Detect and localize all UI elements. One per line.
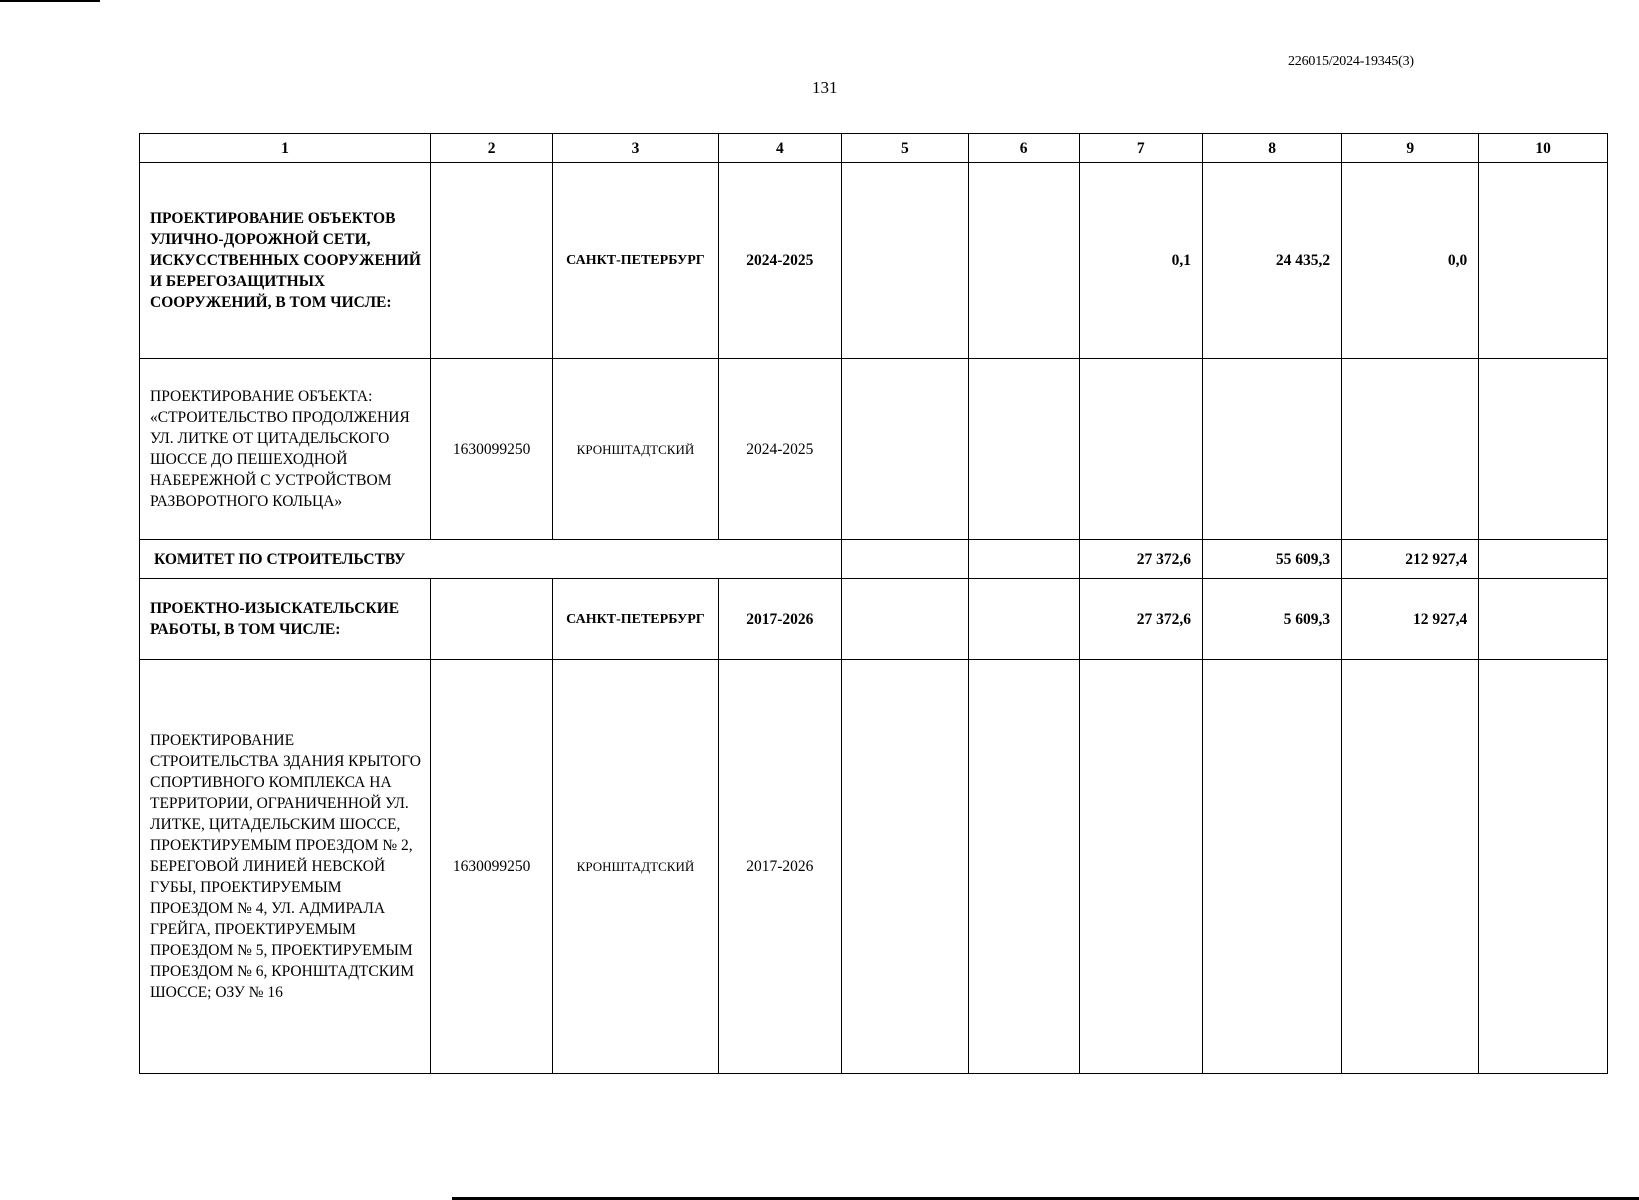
row-col5 (842, 163, 969, 359)
table-row-committee (140, 540, 1608, 579)
row-col6 (968, 660, 1079, 1074)
document-number: 226015/2024-19345(3) (1288, 54, 1414, 69)
row-period: 2017-2026 (718, 579, 841, 660)
column-header: 2 (430, 134, 552, 163)
row-col10 (1479, 540, 1608, 579)
column-header: 1 (140, 134, 431, 163)
row-name: ПРОЕКТИРОВАНИЕ ОБЪЕКТА: «СТРОИТЕЛЬСТВО ПРОДОЛЖЕНИЯ УЛ. ЛИТКЕ ОТ ЦИТАДЕЛЬСКОГО ШОССЕ ДО ПЕШЕХОДНОЙ НАБЕРЕЖНОЙ С УСТРОЙСТВОМ РАЗВОРОТНОГО КОЛЬЦА» (140, 359, 431, 540)
row-region: КРОНШТАДТСКИЙ (553, 660, 718, 1074)
row-col7 (1079, 359, 1202, 540)
column-header: 10 (1479, 134, 1608, 163)
row-name: ПРОЕКТИРОВАНИЕ СТРОИТЕЛЬСТВА ЗДАНИЯ КРЫТОГО СПОРТИВНОГО КОМПЛЕКСА НА ТЕРРИТОРИИ, ОГРАНИЧЕННОЙ УЛ. ЛИТКЕ, ЦИТАДЕЛЬСКИМ ШОССЕ, ПРОЕКТИРУЕМЫМ ПРОЕЗДОМ № 2, БЕРЕГОВОЙ ЛИНИЕЙ НЕВСКОЙ ГУБЫ, ПРОЕКТИРУЕМЫМ ПРОЕЗДОМ № 4, УЛ. АДМИРАЛА ГРЕЙГА, ПРОЕКТИРУЕМЫМ ПРОЕЗДОМ № 5, ПРОЕКТИРУЕМЫМ ПРОЕЗДОМ № 6, КРОНШТАДТСКИМ ШОССЕ; ОЗУ № 16 (140, 660, 431, 1074)
row-col6 (968, 579, 1079, 660)
row-col10 (1479, 163, 1608, 359)
column-header: 3 (553, 134, 718, 163)
row-region: САНКТ-ПЕТЕРБУРГ (553, 163, 718, 359)
row-col8: 24 435,2 (1203, 163, 1342, 359)
row-col5 (842, 579, 969, 660)
row-name: ПРОЕКТИРОВАНИЕ ОБЪЕКТОВ УЛИЧНО-ДОРОЖНОЙ СЕТИ, ИСКУССТВЕННЫХ СООРУЖЕНИЙ И БЕРЕГОЗАЩИТНЫХ СООРУЖЕНИЙ, В ТОМ ЧИСЛЕ: (140, 163, 431, 359)
row-col8 (1203, 660, 1342, 1074)
table-row (140, 359, 1608, 540)
row-col8: 55 609,3 (1203, 540, 1342, 579)
row-code: 1630099250 (430, 660, 552, 1074)
column-header: 8 (1203, 134, 1342, 163)
column-header: 6 (968, 134, 1079, 163)
data-table (139, 133, 1608, 1074)
row-col7 (1079, 660, 1202, 1074)
table-row (140, 579, 1608, 660)
row-code (430, 163, 552, 359)
row-col9 (1342, 660, 1479, 1074)
row-col6 (968, 540, 1079, 579)
row-col9: 12 927,4 (1342, 579, 1479, 660)
row-col8 (1203, 359, 1342, 540)
row-code: 1630099250 (430, 359, 552, 540)
scan-edge-top (0, 0, 100, 2)
row-col5 (842, 359, 969, 540)
row-col9 (1342, 359, 1479, 540)
column-number-row (140, 134, 1608, 163)
row-col8: 5 609,3 (1203, 579, 1342, 660)
row-col7: 0,1 (1079, 163, 1202, 359)
row-region: КРОНШТАДТСКИЙ (553, 359, 718, 540)
row-col5 (842, 660, 969, 1074)
row-col10 (1479, 660, 1608, 1074)
row-col5 (842, 540, 969, 579)
row-period: 2017-2026 (718, 660, 841, 1074)
column-header: 9 (1342, 134, 1479, 163)
table-row (140, 660, 1608, 1074)
row-col10 (1479, 359, 1608, 540)
row-name: ПРОЕКТНО-ИЗЫСКАТЕЛЬСКИЕ РАБОТЫ, В ТОМ ЧИСЛЕ: (140, 579, 431, 660)
row-col7: 27 372,6 (1079, 540, 1202, 579)
row-col9: 0,0 (1342, 163, 1479, 359)
row-code (430, 579, 552, 660)
column-header: 4 (718, 134, 841, 163)
row-col7: 27 372,6 (1079, 579, 1202, 660)
committee-name: КОМИТЕТ ПО СТРОИТЕЛЬСТВУ (140, 540, 842, 579)
row-period: 2024-2025 (718, 163, 841, 359)
row-col9: 212 927,4 (1342, 540, 1479, 579)
row-region: САНКТ-ПЕТЕРБУРГ (553, 579, 718, 660)
table-row (140, 163, 1608, 359)
column-header: 5 (842, 134, 969, 163)
page-number: 131 (812, 78, 838, 97)
column-header: 7 (1079, 134, 1202, 163)
row-col10 (1479, 579, 1608, 660)
row-period: 2024-2025 (718, 359, 841, 540)
row-col6 (968, 359, 1079, 540)
row-col6 (968, 163, 1079, 359)
